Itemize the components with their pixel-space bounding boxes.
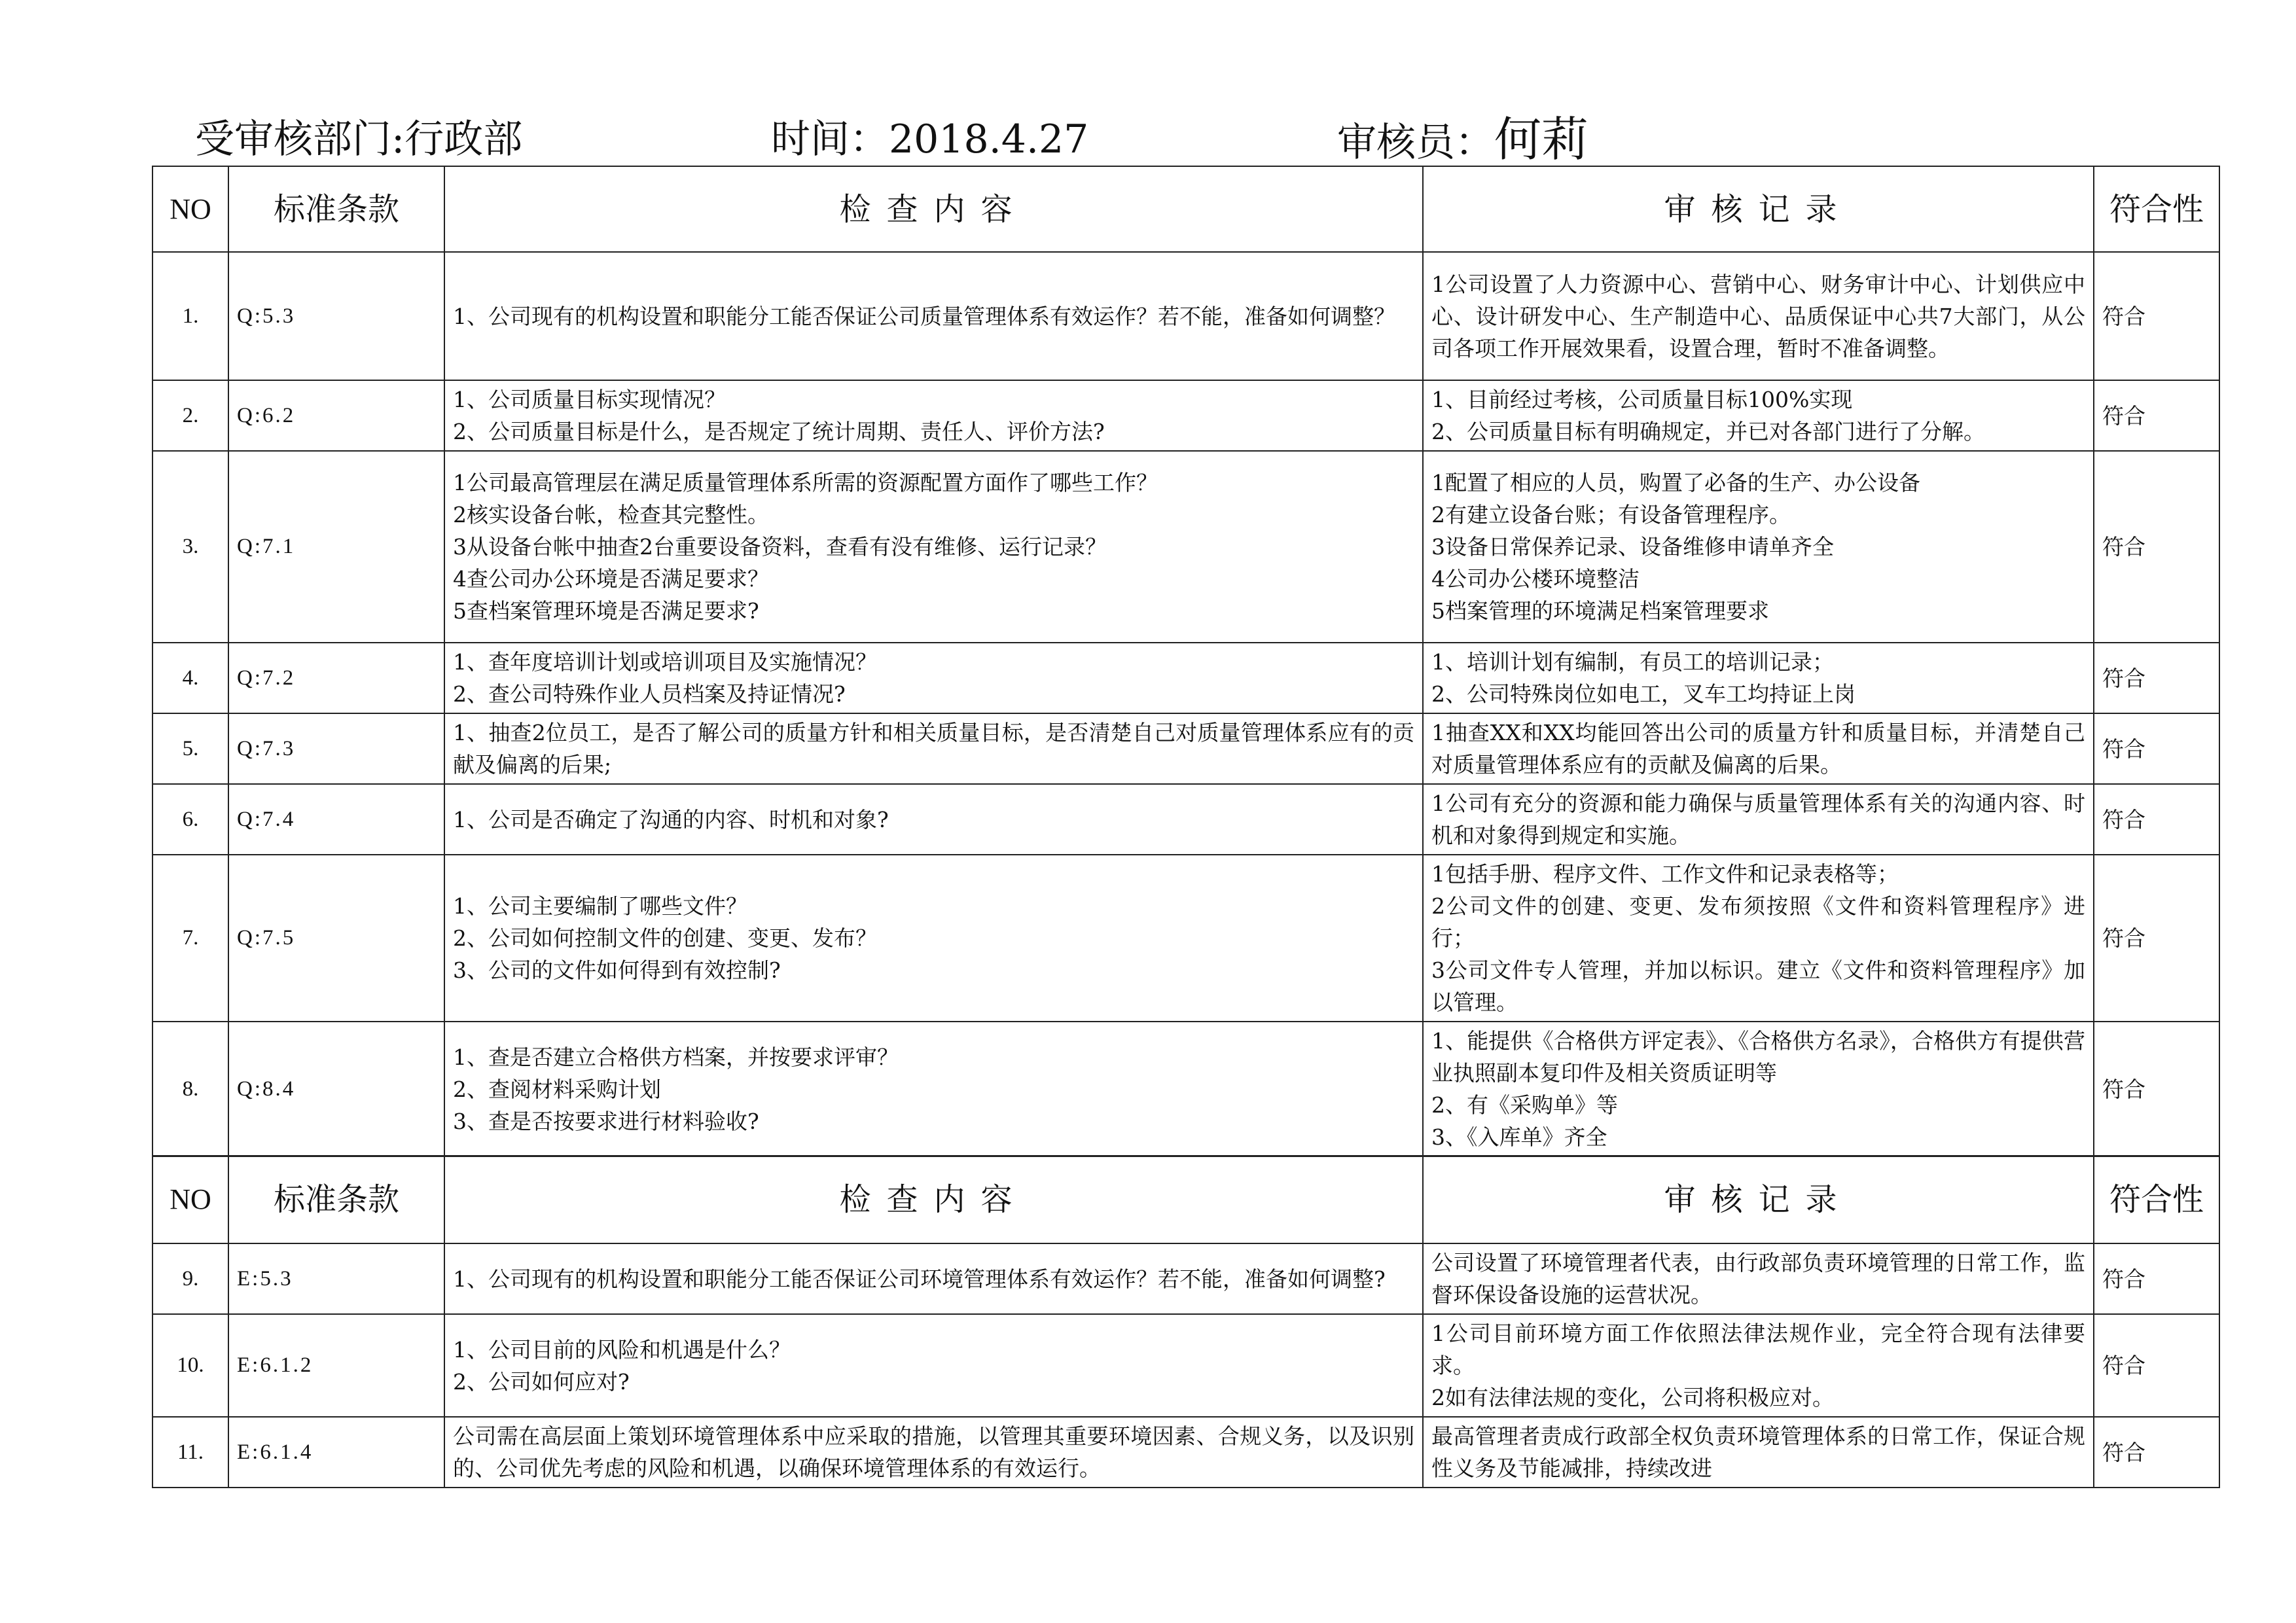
table-row <box>152 643 2219 713</box>
col-header-check: 检查内容 <box>444 166 1423 252</box>
audit-table-environment <box>152 1155 2220 1488</box>
row-standard: Q:5.3 <box>228 252 444 380</box>
col-header-standard: 标准条款 <box>228 166 444 252</box>
row-audit-record: 公司设置了环境管理者代表，由行政部负责环境管理的日常工作，监督环保设备设施的运营状况。 <box>1423 1243 2094 1314</box>
row-standard: Q:6.2 <box>228 380 444 451</box>
row-check-content: 1、公司目前的风险和机遇是什么？ 2、公司如何应对? <box>444 1314 1423 1417</box>
table-row <box>152 784 2219 855</box>
table-row <box>152 451 2219 643</box>
row-conformity: 符合 <box>2094 784 2219 855</box>
row-standard: Q:8.4 <box>228 1022 444 1156</box>
audit-table-environment-body <box>152 1243 2219 1488</box>
col-header-record: 审核记录 <box>1423 1156 2094 1243</box>
row-no: 3. <box>152 451 228 643</box>
audit-table-quality <box>152 166 2220 1157</box>
row-no: 9. <box>152 1243 228 1314</box>
row-no: 7. <box>152 855 228 1022</box>
row-conformity: 符合 <box>2094 380 2219 451</box>
row-conformity: 符合 <box>2094 1022 2219 1156</box>
row-check-content: 1、公司是否确定了沟通的内容、时机和对象? <box>444 784 1423 855</box>
row-check-content: 公司需在高层面上策划环境管理体系中应采取的措施，以管理其重要环境因素、合规义务，以及识别的、公司优先考虑的风险和机遇，以确保环境管理体系的有效运行。 <box>444 1417 1423 1488</box>
row-audit-record: 1包括手册、程序文件、工作文件和记录表格等； 2公司文件的创建、变更、发布须按照《文件和资料管理程序》进行； 3公司文件专人管理，并加以标识。建立《文件和资料管理程序》加以管理。 <box>1423 855 2094 1022</box>
row-check-content: 1、查是否建立合格供方档案，并按要求评审？ 2、查阅材料采购计划 3、查是否按要求进行材料验收? <box>444 1022 1423 1156</box>
row-check-content: 1、公司现有的机构设置和职能分工能否保证公司环境管理体系有效运作？若不能，准备如何调整? <box>444 1243 1423 1314</box>
table-row <box>152 1022 2219 1156</box>
row-check-content: 1、公司现有的机构设置和职能分工能否保证公司质量管理体系有效运作？若不能，准备如何调整？ <box>444 252 1423 380</box>
table-row <box>152 1243 2219 1314</box>
table-row <box>152 713 2219 784</box>
row-conformity: 符合 <box>2094 643 2219 713</box>
audit-date: 时间：2018.4.27 <box>771 116 1089 162</box>
audit-table-quality-body <box>152 252 2219 1156</box>
row-audit-record: 最高管理者责成行政部全权负责环境管理体系的日常工作，保证合规性义务及节能减排，持续改进 <box>1423 1417 2094 1488</box>
row-conformity: 符合 <box>2094 1417 2219 1488</box>
row-check-content: 1公司最高管理层在满足质量管理体系所需的资源配置方面作了哪些工作？ 2核实设备台帐，检查其完整性。 3从设备台帐中抽查2台重要设备资料，查看有没有维修、运行记录？ 4查公司办公环境是否满足要求？ 5查档案管理环境是否满足要求? <box>444 451 1423 643</box>
row-audit-record: 1、能提供《合格供方评定表》、《合格供方名录》，合格供方有提供营业执照副本复印件及相关资质证明等 2、有《采购单》等 3、《入库单》齐全 <box>1423 1022 2094 1156</box>
col-header-standard: 标准条款 <box>228 1156 444 1243</box>
col-header-conform: 符合性 <box>2094 1156 2219 1243</box>
row-no: 2. <box>152 380 228 451</box>
row-standard: Q:7.3 <box>228 713 444 784</box>
row-audit-record: 1公司设置了人力资源中心、营销中心、财务审计中心、计划供应中心、设计研发中心、生产制造中心、品质保证中心共7大部门，从公司各项工作开展效果看，设置合理，暂时不准备调整。 <box>1423 252 2094 380</box>
row-no: 6. <box>152 784 228 855</box>
table-row <box>152 1314 2219 1417</box>
col-header-record: 审核记录 <box>1423 166 2094 252</box>
row-conformity: 符合 <box>2094 713 2219 784</box>
col-header-conform: 符合性 <box>2094 166 2219 252</box>
row-standard: Q:7.2 <box>228 643 444 713</box>
auditor <box>1337 110 1588 172</box>
table-row <box>152 855 2219 1022</box>
row-audit-record: 1、培训计划有编制，有员工的培训记录； 2、公司特殊岗位如电工，叉车工均持证上岗 <box>1423 643 2094 713</box>
row-conformity: 符合 <box>2094 1314 2219 1417</box>
row-no: 11. <box>152 1417 228 1488</box>
row-audit-record: 1配置了相应的人员，购置了必备的生产、办公设备 2有建立设备台账；有设备管理程序。 3设备日常保养记录、设备维修申请单齐全 4公司办公楼环境整洁 5档案管理的环境满足档案管理要求 <box>1423 451 2094 643</box>
row-conformity: 符合 <box>2094 855 2219 1022</box>
row-no: 10. <box>152 1314 228 1417</box>
row-standard: E:5.3 <box>228 1243 444 1314</box>
row-audit-record: 1公司目前环境方面工作依照法律法规作业，完全符合现有法律要求。 2如有法律法规的变化，公司将积极应对。 <box>1423 1314 2094 1417</box>
audited-department: 受审核部门:行政部 <box>195 116 523 162</box>
row-audit-record: 1抽查XX和XX均能回答出公司的质量方针和质量目标，并清楚自己对质量管理体系应有的贡献及偏离的后果。 <box>1423 713 2094 784</box>
row-standard: Q:7.5 <box>228 855 444 1022</box>
row-no: 8. <box>152 1022 228 1156</box>
row-no: 1. <box>152 252 228 380</box>
col-header-no: NO <box>152 166 228 252</box>
table-row <box>152 252 2219 380</box>
audit-header <box>195 110 1962 169</box>
col-header-no: NO <box>152 1156 228 1243</box>
table-header-row <box>152 166 2219 252</box>
row-standard: E:6.1.2 <box>228 1314 444 1417</box>
row-conformity: 符合 <box>2094 451 2219 643</box>
row-conformity: 符合 <box>2094 1243 2219 1314</box>
row-check-content: 1、抽查2位员工，是否了解公司的质量方针和相关质量目标，是否清楚自己对质量管理体系应有的贡献及偏离的后果; <box>444 713 1423 784</box>
auditor-label: 审核员： <box>1337 120 1494 166</box>
table-header-row <box>152 1156 2219 1243</box>
row-standard: Q:7.1 <box>228 451 444 643</box>
row-standard: Q:7.4 <box>228 784 444 855</box>
row-audit-record: 1公司有充分的资源和能力确保与质量管理体系有关的沟通内容、时机和对象得到规定和实施。 <box>1423 784 2094 855</box>
table-row <box>152 1417 2219 1488</box>
row-conformity: 符合 <box>2094 252 2219 380</box>
row-check-content: 1、公司质量目标实现情况？ 2、公司质量目标是什么，是否规定了统计周期、责任人、评价方法? <box>444 380 1423 451</box>
row-no: 5. <box>152 713 228 784</box>
row-audit-record: 1、目前经过考核，公司质量目标100%实现 2、公司质量目标有明确规定，并已对各部门进行了分解。 <box>1423 380 2094 451</box>
table-row <box>152 380 2219 451</box>
auditor-name: 何莉 <box>1494 112 1589 167</box>
row-check-content: 1、查年度培训计划或培训项目及实施情况？ 2、查公司特殊作业人员档案及持证情况? <box>444 643 1423 713</box>
row-no: 4. <box>152 643 228 713</box>
col-header-check: 检查内容 <box>444 1156 1423 1243</box>
row-standard: E:6.1.4 <box>228 1417 444 1488</box>
row-check-content: 1、公司主要编制了哪些文件？ 2、公司如何控制文件的创建、变更、发布？ 3、公司的文件如何得到有效控制? <box>444 855 1423 1022</box>
